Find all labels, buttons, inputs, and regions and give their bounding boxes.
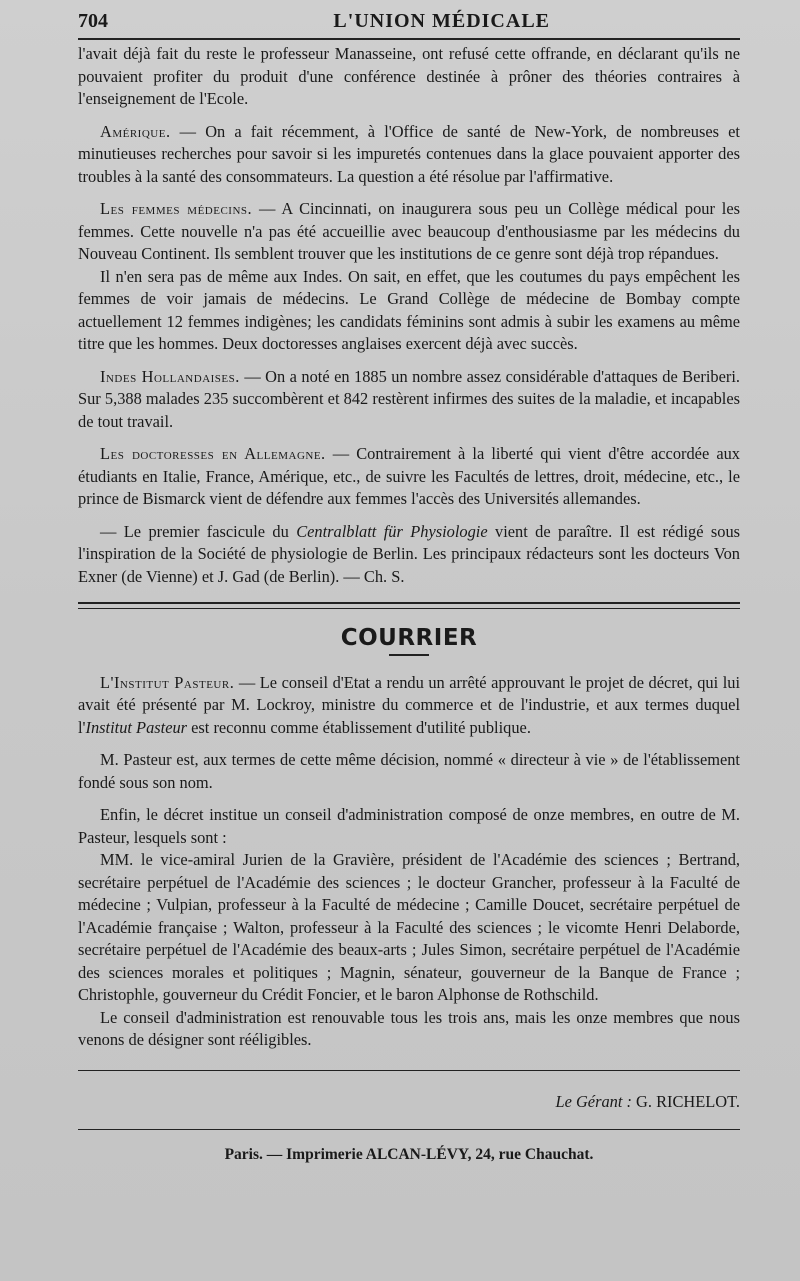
printer-imprint: Paris. — Imprimerie ALCAN-LÉVY, 24, rue Chauchat.: [224, 1146, 594, 1163]
section-divider: [78, 602, 740, 609]
paragraph-femmes-medecins: [78, 198, 740, 266]
paragraph-body: — Contrairement à la liberté qui vient d'être accordée aux étudiants en Italie, France, Amérique, etc., de suivre les Facultés de lettres, droit, médecine, etc., le prince de Bismarck vient de défendre aux femmes l'accès des Universités allemandes.: [78, 444, 740, 508]
paragraph-membres: MM. le vice-amiral Jurien de la Gravière, président de l'Académie des sciences ; Bertrand, secrétaire perpétuel de l'Académie des sciences ; le docteur Grancher, professeur à la Faculté de médecine ; Vulpian, professeur à la Faculté de médecine ; Camille Doucet, secrétaire perpétuel de l'Académie française ; Walton, professeur à la Faculté des sciences ; le vicomte Henri Delaborde, secrétaire perpétuel de l'Académie des beaux-arts ; Jules Simon, secrétaire perpétuel de l'Académie des sciences morales et politiques ; Magnin, sénateur, gouverneur de la Banque de France ; Christophle, gouverneur du Crédit Foncier, et le baron Alphonse de Rothschild.: [78, 850, 740, 1004]
paragraph-conseil: Enfin, le décret institue un conseil d'administration composé de onze membres, en outre de M. Pasteur, lesquels sont :: [78, 805, 740, 847]
rubric-heading: Amérique.: [100, 121, 171, 141]
paragraph-centralblatt: [78, 521, 740, 589]
rubric-heading: Les doctoresses en Allemagne.: [100, 444, 326, 463]
page-content: [78, 43, 740, 1167]
paragraph-continuation: l'avait déjà fait du reste le professeur Manasseine, ont refusé cette offrande, en déclarant qu'ils ne pouvaient profiter du produit d'une conférence destinée à prôner des théories contraires à l'enseignement de l'Ecole.: [78, 44, 740, 108]
institution-name: Institut Pasteur: [85, 717, 188, 737]
paragraph-text: vient de paraître. Il est rédigé sous l'inspiration de la Société de physiologie de Berlin. Les principaux rédacteurs sont les docteurs Von Exner (de Vienne) et J. Gad (de Berlin). — Ch. S.: [78, 521, 741, 586]
paragraph-text: — Le premier fascicule du: [100, 521, 297, 541]
paragraph-amerique: [78, 121, 740, 189]
paragraph-indes-hollandaises: [78, 366, 740, 434]
page-header: [78, 6, 740, 36]
title-underline: [389, 654, 429, 656]
paragraph-body: — On a fait récemment, à l'Office de santé de New-York, de nombreuses et minutieuses recherches pour savoir si les impuretés contenues dans la glace pouvaient apporter des troubles à la santé des consommateurs. La question a été résolue par l'affirmative.: [78, 121, 740, 186]
page-number: 704: [78, 9, 108, 32]
paragraph-pasteur-directeur: M. Pasteur est, aux termes de cette même décision, nommé « directeur à vie » de l'établissement fondé sous son nom.: [78, 750, 740, 792]
rubric-heading: L'Institut Pasteur.: [100, 672, 235, 692]
rubric-heading: Les femmes médecins.: [100, 199, 253, 218]
paragraph-doctoresses-allemagne: [78, 443, 740, 511]
rubric-heading: Indes Hollandaises.: [100, 366, 240, 386]
paragraph-text: — Le conseil d'Etat a rendu un arrêté approuvant le projet de décret, qui lui avait été présenté par M. Lockroy, ministre du commerce et de l'industrie, et aux termes duquel l': [78, 672, 740, 737]
section-title: COURRIER: [340, 625, 478, 651]
paragraph-institut-pasteur: [78, 672, 740, 740]
paragraph-indes: Il n'en sera pas de même aux Indes. On sait, en effet, que les coutumes du pays empêchent les femmes de voir jamais de médecins. Le Grand Collège de médecine de Bombay compte actuellement 12 femmes indigènes; les candidats féminins sont admis à subir les examens au même titre que les hommes. Deux doctoresses anglaises exercent déjà avec succès.: [78, 266, 740, 353]
signature: [78, 1091, 740, 1114]
journal-title: L'UNION MÉDICALE: [333, 9, 550, 32]
paragraph-body: — A Cincinnati, on inaugurera sous peu un Collège médical pour les femmes. Cette nouvelle n'a pas été accueillie avec beaucoup d'enthousiasme par les médecins du Nouveau Continent. Ils semblent trouver que les institutions de ce genre sont déjà trop répandues.: [78, 199, 740, 263]
journal-name: Centralblatt für Physiologie: [296, 521, 488, 541]
signature-rule: [78, 1070, 740, 1071]
paragraph-renouvellement: Le conseil d'administration est renouvable tous les trois ans, mais les onze membres que nous venons de désigner sont rééligibles.: [78, 1007, 740, 1049]
signature-label: Le Gérant :: [555, 1091, 632, 1111]
footer-rule: [78, 1129, 740, 1130]
signature-name: G. RICHELOT.: [631, 1091, 740, 1111]
paragraph-body: — On a noté en 1885 un nombre assez considérable d'attaques de Beriberi. Sur 5,388 malades 235 succombèrent et 842 restèrent infirmes des suites de la maladie, et incapables de tout travail.: [78, 366, 740, 431]
header-rule: [78, 38, 740, 40]
paragraph-text: est reconnu comme établissement d'utilité publique.: [187, 717, 531, 737]
